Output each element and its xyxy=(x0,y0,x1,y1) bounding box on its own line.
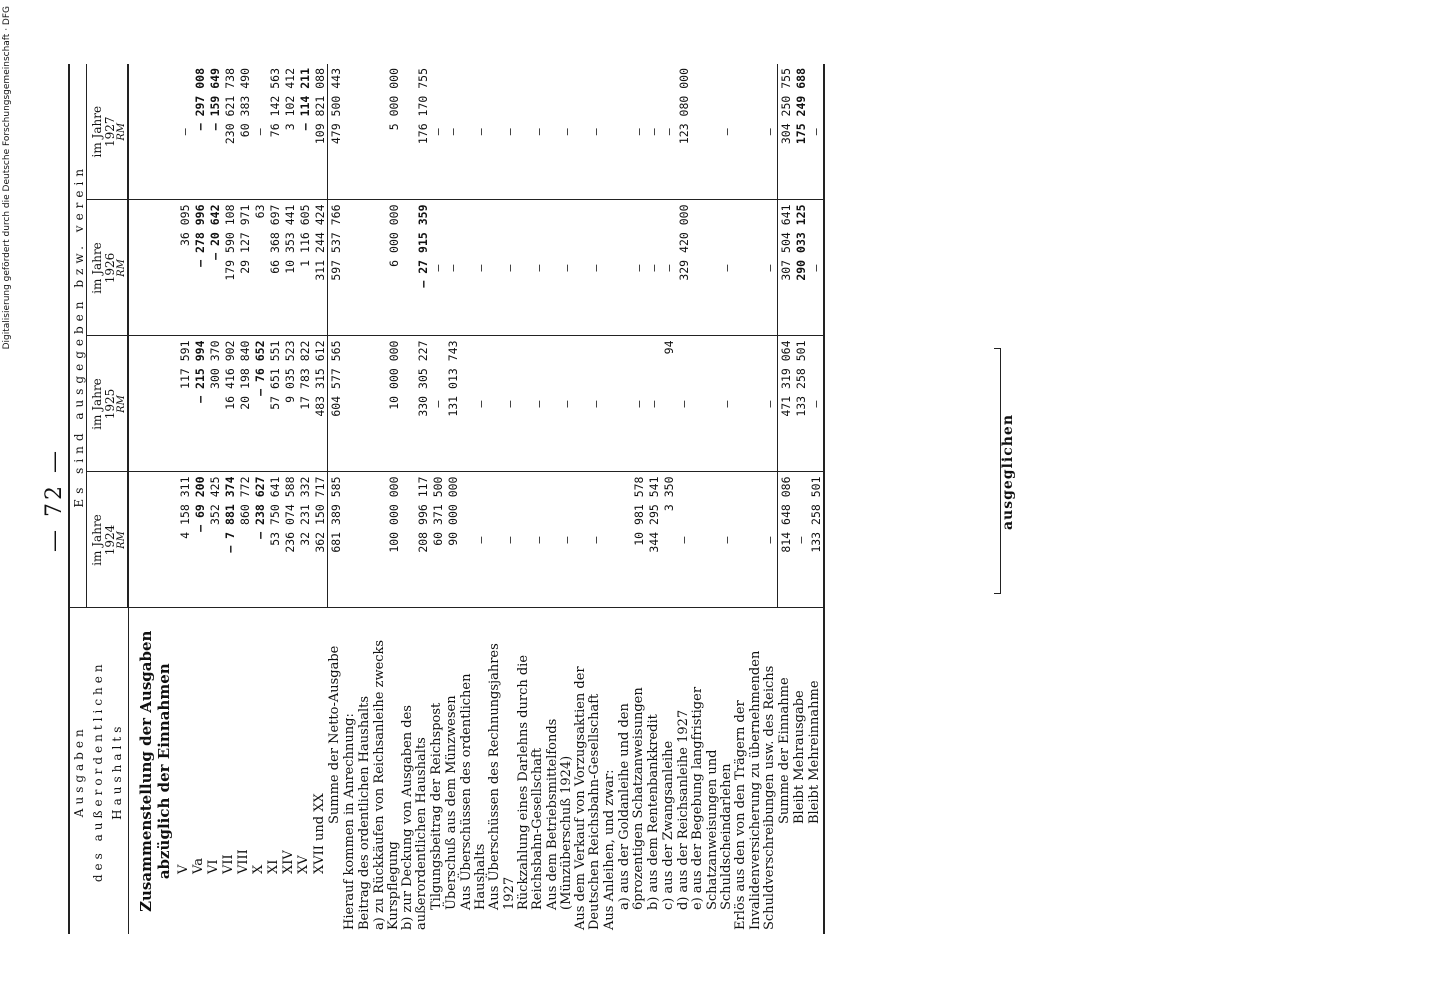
row-label: b) aus dem Rentenbankkredit xyxy=(646,714,662,910)
row-label: Erlös aus den von den Trägern der Invalidenversicherung zu übernehmenden Schuldverschreibungen usw. des Reichs xyxy=(733,650,777,930)
row-value-1927: 3 102 412 xyxy=(282,64,297,200)
row-value-1924: 814 648 086 xyxy=(777,472,793,608)
table-row xyxy=(207,64,222,934)
header-year-1 xyxy=(86,336,128,472)
table-row xyxy=(793,64,808,934)
table-row xyxy=(574,64,603,934)
header-year-label: im Jahre xyxy=(90,378,105,430)
row-value-1927: — 297 008 xyxy=(192,64,207,200)
row-value-1927: — xyxy=(618,64,647,200)
row-value-1925: — xyxy=(574,336,603,472)
row-value-1927: — xyxy=(517,64,546,200)
row-value-1926 xyxy=(603,200,618,336)
row-value-1924: — 238 627 xyxy=(252,472,267,608)
row-value-1924: 10 981 578 xyxy=(618,472,647,608)
table-row xyxy=(177,64,192,934)
table-row xyxy=(282,64,297,934)
table-row xyxy=(734,64,777,934)
row-value-1924: 362 150 717 xyxy=(312,472,328,608)
row-value-1924: 53 750 641 xyxy=(267,472,282,608)
row-label: Überschuß aus dem Münzwesen xyxy=(444,695,460,910)
row-value-1927: — xyxy=(460,64,489,200)
row-value-1926: 6 000 000 xyxy=(373,200,402,336)
row-label: Aus Überschüssen des ordentlichen Haushalts xyxy=(458,673,489,910)
table-row xyxy=(343,64,358,934)
row-value-1926: 1 116 605 xyxy=(297,200,312,336)
table-title xyxy=(128,608,177,934)
row-value-1925: — xyxy=(618,336,647,472)
row-value-1927: — xyxy=(177,64,192,200)
row-value-1924: 344 295 541 xyxy=(646,472,661,608)
row-value-1927: 175 249 688 xyxy=(793,64,808,200)
header-year-unit: RM xyxy=(115,395,127,413)
row-label: Va xyxy=(191,858,207,874)
row-value-1924 xyxy=(358,472,373,608)
row-value-1926: — xyxy=(445,200,460,336)
table-row xyxy=(488,64,517,934)
row-value-1924: 90 000 000 xyxy=(445,472,460,608)
table-row xyxy=(327,64,343,934)
row-value-1925: 117 591 xyxy=(177,336,192,472)
row-value-1927: — xyxy=(691,64,734,200)
row-value-1927: 123 080 000 xyxy=(676,64,691,200)
header-year-3 xyxy=(86,64,128,200)
row-value-1926: — xyxy=(574,200,603,336)
row-value-1927: — xyxy=(546,64,575,200)
row-value-1925: 16 416 902 xyxy=(222,336,237,472)
row-value-1924: — 7 881 374 xyxy=(222,472,237,608)
row-value-1925: 17 783 822 xyxy=(297,336,312,472)
row-value-1924: 236 074 588 xyxy=(282,472,297,608)
table-row xyxy=(430,64,445,934)
row-value-1925: — xyxy=(488,336,517,472)
row-value-1927: 76 142 563 xyxy=(267,64,282,200)
header-year-unit: RM xyxy=(115,531,127,549)
row-value-1927: 60 383 490 xyxy=(237,64,252,200)
row-label: Rückzahlung eines Darlehns durch die Reichsbahn-Gesellschaft xyxy=(515,654,546,910)
table-row xyxy=(401,64,430,934)
table-row xyxy=(297,64,312,934)
row-value-1925: — xyxy=(517,336,546,472)
row-value-1925: — xyxy=(676,336,691,472)
row-value-1925: — 76 652 xyxy=(252,336,267,472)
row-value-1924: — xyxy=(574,472,603,608)
row-value-1924: 60 371 500 xyxy=(430,472,445,608)
table-title-line2: abzüglich der Einnahmen xyxy=(154,663,173,880)
row-value-1924: 32 231 332 xyxy=(297,472,312,608)
row-value-1924: — xyxy=(793,472,808,608)
row-value-1926: — xyxy=(517,200,546,336)
row-value-1927: 176 170 755 xyxy=(401,64,430,200)
row-value-1926: 329 420 000 xyxy=(676,200,691,336)
header-ausgaben-line2: des außerordentlichen Haushalts xyxy=(91,660,125,883)
row-value-1925 xyxy=(343,336,358,472)
row-value-1926: 29 127 971 xyxy=(237,200,252,336)
row-value-1924: 860 772 xyxy=(237,472,252,608)
row-value-1927: — xyxy=(488,64,517,200)
table-header xyxy=(69,64,128,934)
row-value-1927: 230 621 738 xyxy=(222,64,237,200)
table-row xyxy=(517,64,546,934)
row-value-1926: — xyxy=(646,200,661,336)
row-label: X xyxy=(251,864,267,874)
row-label: Tilgungsbeitrag der Reichspost xyxy=(429,702,445,910)
header-year-0 xyxy=(86,472,128,608)
row-label: Beitrag des ordentlichen Haushalts xyxy=(357,696,373,930)
row-value-1925: — xyxy=(430,336,445,472)
row-value-1924 xyxy=(343,472,358,608)
table-row xyxy=(237,64,252,934)
row-value-1927: 109 821 088 xyxy=(312,64,328,200)
row-value-1925: 94 xyxy=(661,336,676,472)
header-group: Es sind ausgegeben bzw. verein xyxy=(69,64,86,608)
row-value-1926: 10 353 441 xyxy=(282,200,297,336)
header-ausgaben-line1: Ausgaben xyxy=(72,725,86,818)
row-label: XIV xyxy=(281,850,297,874)
header-ausgaben xyxy=(69,608,128,934)
row-value-1927: 304 250 755 xyxy=(777,64,793,200)
row-value-1924: — xyxy=(691,472,734,608)
row-value-1924: 3 350 xyxy=(661,472,676,608)
table-title-line1: Zusammenstellung der Ausgaben xyxy=(136,630,155,912)
row-value-1926: — 27 915 359 xyxy=(401,200,430,336)
side-note-text: Digitalisierung gefördert durch die Deutsche Forschungsgemeinschaft · DFG xyxy=(2,6,12,350)
table-row xyxy=(691,64,734,934)
row-value-1925: 330 305 227 xyxy=(401,336,430,472)
row-label: d) aus der Reichsanleihe 1927 xyxy=(676,709,692,910)
header-year-unit: RM xyxy=(115,122,127,141)
row-value-1926: — 20 642 xyxy=(207,200,222,336)
row-value-1926 xyxy=(343,200,358,336)
row-value-1925: — xyxy=(646,336,661,472)
row-label: VIII xyxy=(236,849,252,874)
row-value-1926: 290 033 125 xyxy=(793,200,808,336)
table-row xyxy=(222,64,237,934)
budget-table xyxy=(68,64,825,934)
row-label: Bleibt Mehreinnahme xyxy=(807,680,823,824)
row-value-1926: — xyxy=(661,200,676,336)
table-row xyxy=(373,64,402,934)
row-value-1925: 483 315 612 xyxy=(312,336,328,472)
row-value-1924: 352 425 xyxy=(207,472,222,608)
row-value-1927 xyxy=(603,64,618,200)
table-row xyxy=(661,64,676,934)
row-value-1924: 4 158 311 xyxy=(177,472,192,608)
row-value-1924: — xyxy=(676,472,691,608)
row-value-1926: — xyxy=(460,200,489,336)
row-value-1927 xyxy=(343,64,358,200)
page-number: — 72 — xyxy=(42,448,67,552)
row-value-1927: — xyxy=(808,64,824,200)
row-label: Summe der Einnahme xyxy=(777,677,793,824)
row-value-1926: 597 537 766 xyxy=(327,200,343,336)
row-value-1927: — xyxy=(661,64,676,200)
row-value-1925: — xyxy=(691,336,734,472)
row-label: VI xyxy=(206,859,222,874)
row-value-1925: — xyxy=(734,336,777,472)
row-value-1927: — xyxy=(574,64,603,200)
table-row xyxy=(460,64,489,934)
row-value-1927: 5 000 000 xyxy=(373,64,402,200)
row-value-1924: — xyxy=(460,472,489,608)
row-value-1925: 471 319 064 xyxy=(777,336,793,472)
row-label: V xyxy=(176,864,192,874)
row-value-1926: 307 504 641 xyxy=(777,200,793,336)
row-value-1924: 681 389 585 xyxy=(327,472,343,608)
row-value-1926: — xyxy=(691,200,734,336)
row-label: XI xyxy=(266,859,282,874)
row-value-1927: — xyxy=(734,64,777,200)
row-value-1925 xyxy=(358,336,373,472)
row-value-1924: 208 996 117 xyxy=(401,472,430,608)
row-value-1924: 100 000 000 xyxy=(373,472,402,608)
table-row xyxy=(192,64,207,934)
row-label: a) zu Rückkäufen von Reichsanleihe zwecks Kurspflegung xyxy=(371,639,401,930)
row-value-1925: 300 370 xyxy=(207,336,222,472)
table-row xyxy=(603,64,618,934)
row-value-1924: — 69 200 xyxy=(192,472,207,608)
row-label: Hierauf kommen in Anrechnung: xyxy=(342,713,358,930)
row-value-1927: — xyxy=(252,64,267,200)
table-row xyxy=(445,64,460,934)
row-value-1927: — xyxy=(646,64,661,200)
table-row xyxy=(777,64,793,934)
row-value-1924: — xyxy=(546,472,575,608)
header-year-unit: RM xyxy=(115,259,127,277)
row-value-1925: 9 035 523 xyxy=(282,336,297,472)
row-value-1926: 36 095 xyxy=(177,200,192,336)
row-value-1925: — 215 994 xyxy=(192,336,207,472)
row-label: Aus Anleihen, und zwar: xyxy=(602,769,618,930)
row-value-1925: 57 651 551 xyxy=(267,336,282,472)
table-row xyxy=(546,64,575,934)
ausgeglichen-label: ausgeglichen xyxy=(1000,413,1016,531)
row-label: VII xyxy=(221,854,237,874)
table-row xyxy=(312,64,328,934)
row-value-1925 xyxy=(603,336,618,472)
header-year-2 xyxy=(86,200,128,336)
header-year-label: im Jahre xyxy=(90,514,105,566)
row-value-1926: — xyxy=(734,200,777,336)
row-value-1926: 311 244 424 xyxy=(312,200,328,336)
row-value-1926: — xyxy=(546,200,575,336)
header-year-value: 1927 xyxy=(102,116,117,148)
row-value-1925: 133 258 501 xyxy=(793,336,808,472)
row-label: e) aus der Begebung langfristiger Schatzanweisungen und Schuldscheindarlehen xyxy=(690,686,734,910)
header-year-value: 1925 xyxy=(102,388,117,420)
row-label: Aus dem Betriebsmittelfonds (Münzüberschuß 1924) xyxy=(544,718,574,910)
header-year-value: 1926 xyxy=(102,252,117,284)
row-value-1926: 179 590 108 xyxy=(222,200,237,336)
row-value-1926: — xyxy=(808,200,824,336)
row-value-1925: 10 000 000 xyxy=(373,336,402,472)
row-value-1927: — xyxy=(445,64,460,200)
table-row xyxy=(646,64,661,934)
row-label: c) aus der Zwangsanleihe xyxy=(661,740,677,910)
row-label: Aus dem Verkauf von Vorzugsaktien der Deutschen Reichsbahn-Gesellschaft xyxy=(573,666,603,930)
row-value-1926: — xyxy=(430,200,445,336)
row-label: Bleibt Mehrausgabe xyxy=(792,690,808,824)
row-label: XVII und XX xyxy=(311,793,327,874)
title-row xyxy=(128,64,177,934)
row-value-1925: 20 198 840 xyxy=(237,336,252,472)
row-value-1924 xyxy=(603,472,618,608)
row-value-1925: — xyxy=(460,336,489,472)
header-year-label: im Jahre xyxy=(90,242,105,294)
table-row xyxy=(808,64,824,934)
side-note xyxy=(0,0,18,1000)
table-body xyxy=(128,64,824,934)
row-value-1926: 66 368 697 xyxy=(267,200,282,336)
row-value-1927: 479 500 443 xyxy=(327,64,343,200)
row-value-1926: — xyxy=(618,200,647,336)
table-row xyxy=(618,64,647,934)
row-value-1925: — xyxy=(808,336,824,472)
row-value-1927: — 114 211 xyxy=(297,64,312,200)
row-label: XV xyxy=(296,855,312,874)
row-value-1924: 133 258 501 xyxy=(808,472,824,608)
table-row xyxy=(252,64,267,934)
row-value-1927: — 159 649 xyxy=(207,64,222,200)
row-value-1927: — xyxy=(430,64,445,200)
row-value-1926: 63 xyxy=(252,200,267,336)
row-label: Aus Überschüssen des Rechnungsjahres 1927 xyxy=(487,643,517,910)
row-value-1924: — xyxy=(734,472,777,608)
table-row xyxy=(267,64,282,934)
header-year-label: im Jahre xyxy=(90,105,105,158)
header-year-value: 1924 xyxy=(102,524,117,556)
row-value-1924: — xyxy=(488,472,517,608)
row-label: Summe der Netto-Ausgabe xyxy=(327,645,343,824)
row-value-1926 xyxy=(358,200,373,336)
row-value-1925: — xyxy=(546,336,575,472)
row-value-1924: — xyxy=(517,472,546,608)
row-label: b) zur Deckung von Ausgaben des außerordentlichen Haushalts xyxy=(400,705,430,930)
row-value-1926: — 278 996 xyxy=(192,200,207,336)
row-value-1925: 604 577 565 xyxy=(327,336,343,472)
row-label: a) aus der Goldanleihe und den 6prozentigen Schatzanweisungen xyxy=(616,687,647,910)
table-row xyxy=(676,64,691,934)
row-value-1925: 131 013 743 xyxy=(445,336,460,472)
row-value-1926: — xyxy=(488,200,517,336)
table-row xyxy=(358,64,373,934)
row-value-1927 xyxy=(358,64,373,200)
